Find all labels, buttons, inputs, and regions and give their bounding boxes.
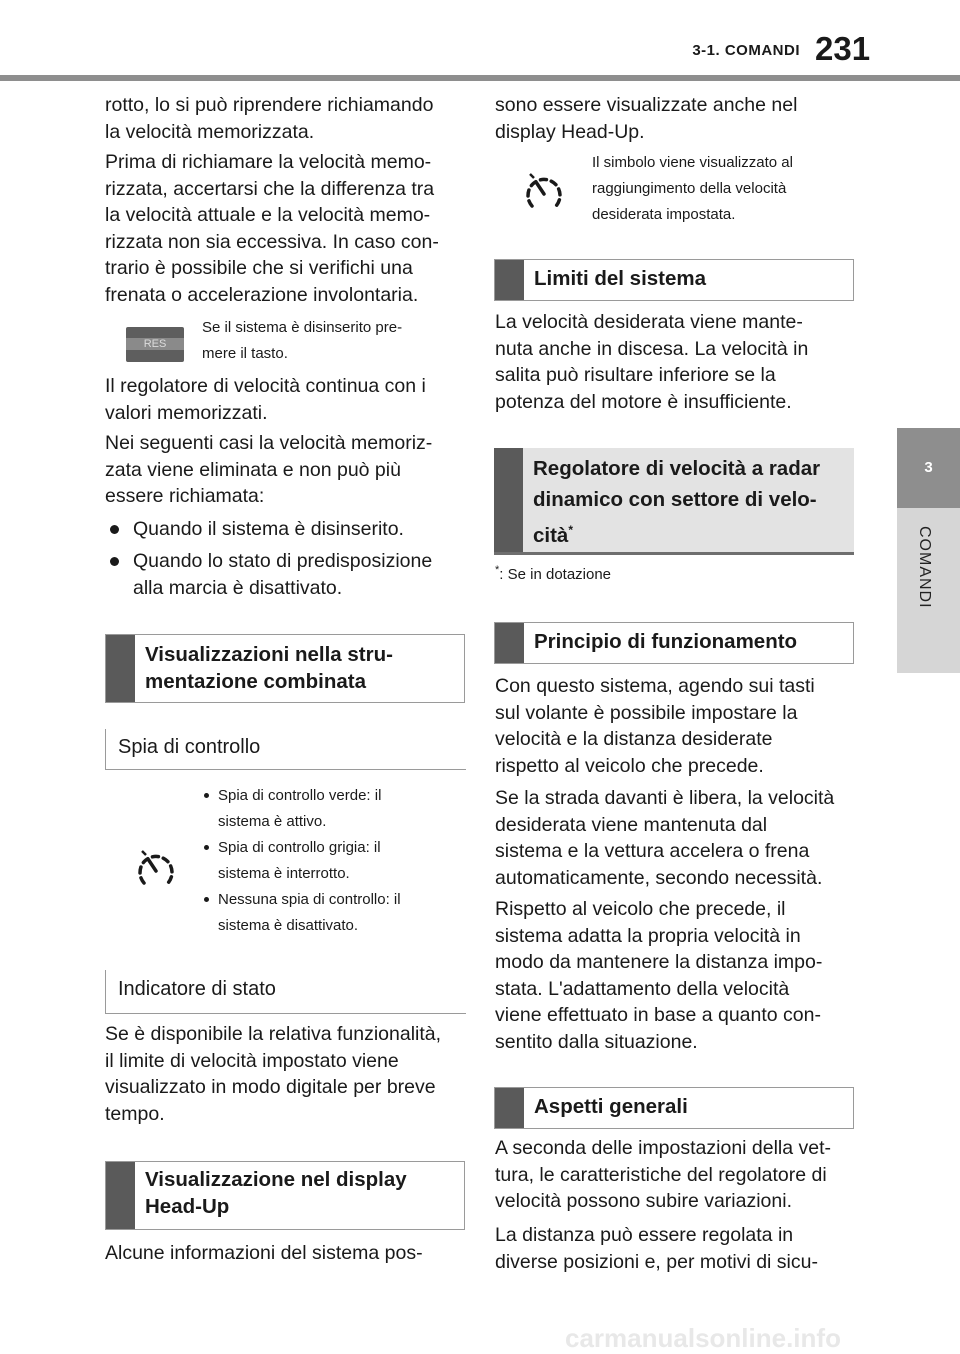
list-item — [133, 548, 463, 601]
heading-bar — [106, 1162, 135, 1229]
paragraph — [495, 92, 860, 145]
heading-line: Head-Up — [145, 1195, 230, 1218]
text-line: Alcune informazioni del sistema pos- — [105, 1242, 423, 1264]
paragraph — [495, 673, 860, 779]
text-line: Prima di richiamare la velocità memo- — [105, 151, 432, 173]
res-button-image — [126, 327, 184, 362]
speedometer-check-icon — [522, 170, 566, 214]
text-line: display Head-Up. — [495, 120, 645, 143]
text-line: La distanza può essere regolata in — [495, 1224, 794, 1246]
text-line: essere richiamata: — [105, 485, 265, 508]
text-line: Nei seguenti casi la velocità memoriz- — [105, 432, 433, 454]
text-line: la velocità memorizzata. — [105, 120, 315, 143]
text-line: velocità e la distanza desiderate — [495, 728, 773, 751]
text-line: frenata o accelerazione involontaria. — [105, 283, 419, 306]
list-item — [133, 516, 463, 543]
heading-line: Aspetti generali — [534, 1095, 688, 1118]
text-line: desiderata impostata. — [592, 206, 736, 223]
text-line: rotto, lo si può riprendere richiamando — [105, 94, 434, 116]
text-line: Se il sistema è disinserito pre- — [202, 319, 403, 336]
bullet-icon — [110, 525, 119, 534]
text-line: sistema è disattivato. — [218, 917, 359, 934]
text-line: la velocità attuale e la velocità memo- — [105, 204, 431, 227]
text-line: Spia di controllo grigia: il — [218, 839, 381, 856]
bullet-icon — [110, 557, 119, 566]
text-line: zata viene eliminata e non può più — [105, 458, 401, 481]
heading-line: Principio di funzionamento — [534, 630, 798, 653]
text-line: sul volante è possibile impostare la — [495, 701, 798, 724]
watermark: carmanualsonline.info — [565, 1323, 841, 1353]
text-line: Quando lo stato di predisposizione — [133, 550, 433, 572]
text-line: automaticamente, secondo necessità. — [495, 866, 823, 889]
text-line: mere il tasto. — [202, 345, 288, 362]
heading-line: Limiti del sistema — [534, 267, 707, 290]
text-line: diverse posizioni e, per motivi di sicu- — [495, 1250, 818, 1273]
list-item — [204, 887, 454, 939]
res-note — [202, 315, 452, 367]
paragraph — [105, 373, 470, 426]
text-line: rizzata non sia eccessiva. In caso con- — [105, 230, 439, 253]
section-heading — [494, 259, 854, 301]
speedometer-check-icon — [134, 847, 178, 891]
paragraph — [105, 149, 470, 309]
paragraph — [105, 1240, 470, 1267]
footnote-star: * — [568, 523, 573, 537]
heading-line: mentazione combinata — [145, 670, 366, 693]
text-line: desiderata viene mantenuta dal — [495, 813, 768, 836]
text-line: sistema è attivo. — [218, 813, 327, 830]
text-line: tura, le caratteristiche del regolatore di — [495, 1163, 827, 1186]
text-line: sono essere visualizzate anche nel — [495, 94, 798, 116]
text-line: rispetto al veicolo che precede. — [495, 754, 764, 777]
text-line: tempo. — [105, 1102, 165, 1125]
list-item — [204, 835, 454, 887]
section-heading — [494, 1087, 854, 1129]
text-line: sistema e la vettura accelera o frena — [495, 840, 810, 863]
heading-line: Regolatore di velocità a radar — [533, 457, 821, 480]
icon-note — [592, 150, 847, 228]
text-line: salita può risultare inferiore se la — [495, 364, 776, 387]
text-line: Spia di controllo verde: il — [218, 787, 382, 804]
heading-bar — [495, 623, 524, 663]
text-line: alla marcia è disattivato. — [133, 576, 343, 599]
status-list — [204, 783, 454, 939]
text-line: raggiungimento della velocità — [592, 180, 787, 197]
text-line: sentito dalla situazione. — [495, 1030, 698, 1053]
text-line: sistema è interrotto. — [218, 865, 350, 882]
text-line: Il simbolo viene visualizzato al — [592, 154, 793, 171]
heading-bar — [494, 448, 523, 552]
text-line: potenza del motore è insufficiente. — [495, 390, 792, 413]
paragraph — [495, 785, 860, 891]
page-number: 231 — [815, 30, 871, 67]
text-line: Se la strada davanti è libera, la velocità — [495, 787, 835, 809]
res-button-label: RES — [126, 338, 184, 350]
section-heading — [105, 1161, 465, 1230]
text-line: visualizzato in modo digitale per breve — [105, 1076, 436, 1099]
paragraph — [105, 1021, 475, 1127]
text-line: Rispetto al veicolo che precede, il — [495, 898, 786, 920]
paragraph — [495, 309, 860, 415]
heading-line: Visualizzazione nel display — [145, 1168, 407, 1191]
section-heading — [105, 634, 465, 703]
section-heading — [494, 622, 854, 664]
paragraph — [105, 92, 470, 145]
footnote — [495, 564, 611, 583]
chapter-number-tab: 3 — [897, 428, 960, 508]
text-line: trario è possibile che si verifichi una — [105, 257, 413, 280]
paragraph — [495, 1222, 860, 1275]
subheading: Spia di controllo — [105, 729, 466, 770]
paragraph — [105, 430, 470, 510]
heading-line: dinamico con settore di velo- — [533, 488, 817, 511]
list-item — [204, 783, 454, 835]
footnote-mark: * — [495, 564, 500, 576]
text-line: modo da mantenere la distanza impo- — [495, 951, 823, 974]
text-line: il limite di velocità impostato viene — [105, 1049, 399, 1072]
text-line: La velocità desiderata viene mante- — [495, 311, 803, 333]
section-title: 3-1. COMANDI — [692, 42, 800, 59]
text-line: Con questo sistema, agendo sui tasti — [495, 675, 815, 697]
text-line: A seconda delle impostazioni della vet- — [495, 1137, 832, 1159]
text-line: rizzata, accertarsi che la differenza tra — [105, 177, 435, 200]
text-line: Quando il sistema è disinserito. — [133, 518, 404, 540]
subheading: Indicatore di stato — [105, 970, 466, 1014]
header-rule — [0, 75, 960, 81]
chapter-label: COMANDI — [916, 526, 933, 609]
text-line: stata. L'adattamento della velocità — [495, 977, 790, 1000]
text-line: Il regolatore di velocità continua con i — [105, 375, 426, 397]
text-line: nuta anche in discesa. La velocità in — [495, 337, 809, 360]
heading-bar — [106, 635, 135, 702]
section-heading — [494, 448, 854, 555]
text-line: Se è disponibile la relativa funzionalità, — [105, 1023, 442, 1045]
heading-line: cità — [533, 523, 569, 547]
text-line: viene effettuato in base a quanto con- — [495, 1004, 821, 1027]
paragraph — [495, 896, 860, 1056]
text-line: Nessuna spia di controllo: il — [218, 891, 401, 908]
text-line: velocità possono subire variazioni. — [495, 1190, 792, 1213]
heading-bar — [495, 260, 524, 300]
footnote-text: : Se in dotazione — [499, 566, 612, 583]
chapter-label-tab — [897, 508, 960, 673]
text-line: valori memorizzati. — [105, 401, 268, 424]
heading-bar — [495, 1088, 524, 1128]
text-line: sistema adatta la propria velocità in — [495, 924, 801, 947]
paragraph — [495, 1135, 860, 1215]
heading-line: Visualizzazioni nella stru- — [145, 643, 393, 666]
